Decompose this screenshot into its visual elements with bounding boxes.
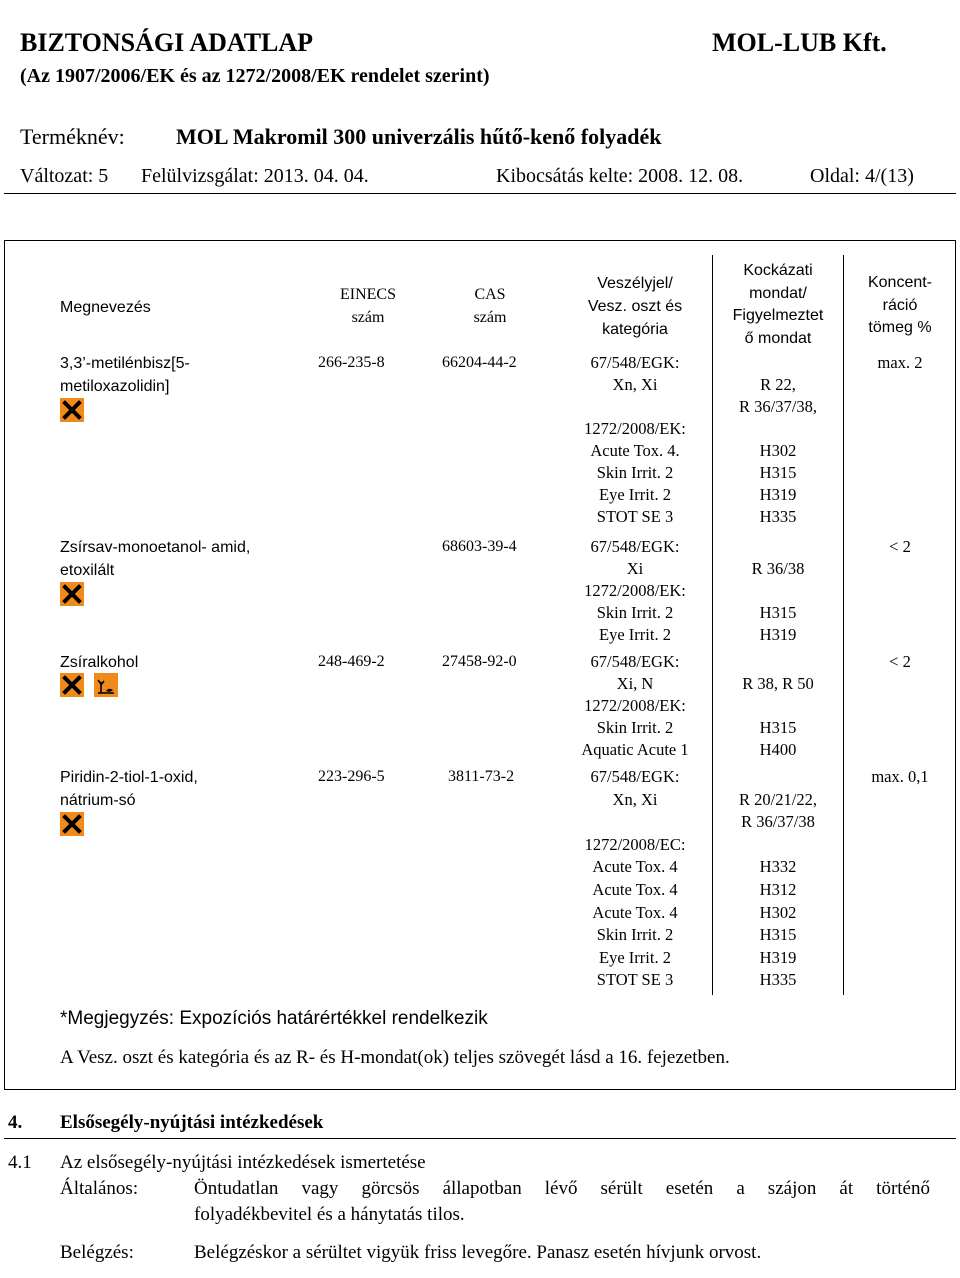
risk-phrases: R 36/38 H315 H319 (751, 559, 805, 644)
company-name: MOL-LUB Kft. (712, 28, 887, 57)
table-note: A Vesz. oszt és kategória és az R- és H-mondat(ok) teljes szövegét lásd a 16. fejezetben. (60, 1047, 730, 1068)
inhalation-text: Belégzéskor a sérültet vigyük friss levegőre. Panasz esetén hívjunk orvost. (194, 1242, 762, 1263)
cas-number: 66204-44-2 (442, 354, 517, 371)
classification-list: 67/548/EGK: Xi 1272/2008/EK: Skin Irrit. 2 Eye Irrit. 2 (584, 537, 686, 644)
subsection-title: Az elsősegély-nyújtási intézkedések ismertetése (60, 1152, 426, 1173)
general-text-line: Öntudatlan vagy görcsös állapotban lévő sérült esetén a szájon át történő (194, 1178, 930, 1199)
einecs-number: 266-235-8 (318, 354, 385, 371)
substance-name: Zsíralkohol (60, 654, 139, 671)
inhalation-label: Belégzés: (60, 1242, 134, 1263)
classification-list: 67/548/EGK: Xi, N 1272/2008/EK: Skin Irrit. 2 Aquatic Acute 1 (581, 652, 689, 759)
concentration: max. 2 (877, 353, 923, 372)
substance-name: 3,3’-metilénbisz[5-metiloxazolidin] (60, 355, 190, 395)
einecs-number: 248-469-2 (318, 653, 385, 670)
table-right-border (955, 240, 956, 1090)
harmful-x-icon (60, 673, 84, 697)
header-classification: Veszélyjel/ Vesz. oszt és kategória (587, 275, 683, 338)
regulation-reference: (Az 1907/2006/EK és az 1272/2008/EK rendelet szerint) (20, 65, 490, 87)
page-number: Oldal: 4/(13) (810, 165, 914, 187)
issue-date: Kibocsátás kelte: 2008. 12. 08. (496, 165, 744, 187)
column-divider-right (843, 255, 844, 995)
general-text-line: folyadékbevitel és a hánytatás tilos. (194, 1204, 465, 1225)
cas-number: 68603-39-4 (442, 538, 517, 555)
concentration: < 2 (889, 652, 911, 671)
risk-phrases: R 22, R 36/37/38, H302 H315 H319 H335 (739, 375, 817, 526)
version: Változat: 5 (20, 165, 109, 187)
table-top-border (4, 240, 956, 241)
substance-name: Piridin-2-tiol-1-oxid, nátrium-só (60, 769, 198, 809)
section-title: Elsősegély-nyújtási intézkedések (60, 1112, 324, 1133)
header-einecs: EINECS szám (340, 286, 396, 326)
revision-date: Felülvizsgálat: 2013. 04. 04. (141, 165, 369, 187)
risk-phrases: R 20/21/22, R 36/37/38 H332 H312 H302 H315 H319 H335 (739, 789, 817, 990)
harmful-x-icon (60, 582, 84, 606)
header-divider (4, 193, 956, 194)
table-left-border (4, 240, 5, 1090)
harmful-x-icon (60, 812, 84, 836)
concentration: max. 0,1 (871, 767, 929, 786)
classification-list: 67/548/EGK: Xn, Xi 1272/2008/EK: Acute Tox. 4. Skin Irrit. 2 Eye Irrit. 2 STOT SE 3 (584, 353, 686, 526)
risk-phrases: R 38, R 50 H315 H400 (742, 674, 814, 759)
environment-hazard-icon (94, 673, 118, 697)
header-concentration: Koncent- ráció tömeg % (867, 274, 933, 336)
classification-list: 67/548/EGK: Xn, Xi 1272/2008/EC: Acute Tox. 4 Acute Tox. 4 Acute Tox. 4 Skin Irrit. 2 Eye Irrit. 2 STOT SE 3 (584, 767, 686, 990)
product-label: Terméknév: (20, 124, 125, 149)
product-name: MOL Makromil 300 univerzális hűtő-kenő folyadék (176, 124, 662, 149)
header-risk-phrases: Kockázati mondat/ Figyelmeztet ő mondat (732, 262, 824, 347)
footnote: *Megjegyzés: Expozíciós határértékkel rendelkezik (60, 1008, 488, 1029)
harmful-x-icon (60, 398, 84, 422)
cas-number: 27458-92-0 (442, 653, 517, 670)
section-divider (4, 1138, 956, 1139)
header-cas: CAS szám (473, 286, 507, 326)
concentration: < 2 (889, 537, 911, 556)
general-label: Általános: (60, 1178, 139, 1199)
substance-name: Zsírsav-monoetanol- amid, etoxilált (60, 539, 251, 579)
einecs-number: 223-296-5 (318, 768, 385, 785)
header-name: Megnevezés (60, 299, 151, 316)
document-title: BIZTONSÁGI ADATLAP (20, 28, 314, 57)
section-number: 4. (8, 1112, 23, 1133)
cas-number: 3811-73-2 (448, 768, 515, 785)
table-bottom-border (4, 1089, 956, 1090)
subsection-number: 4.1 (8, 1152, 32, 1173)
